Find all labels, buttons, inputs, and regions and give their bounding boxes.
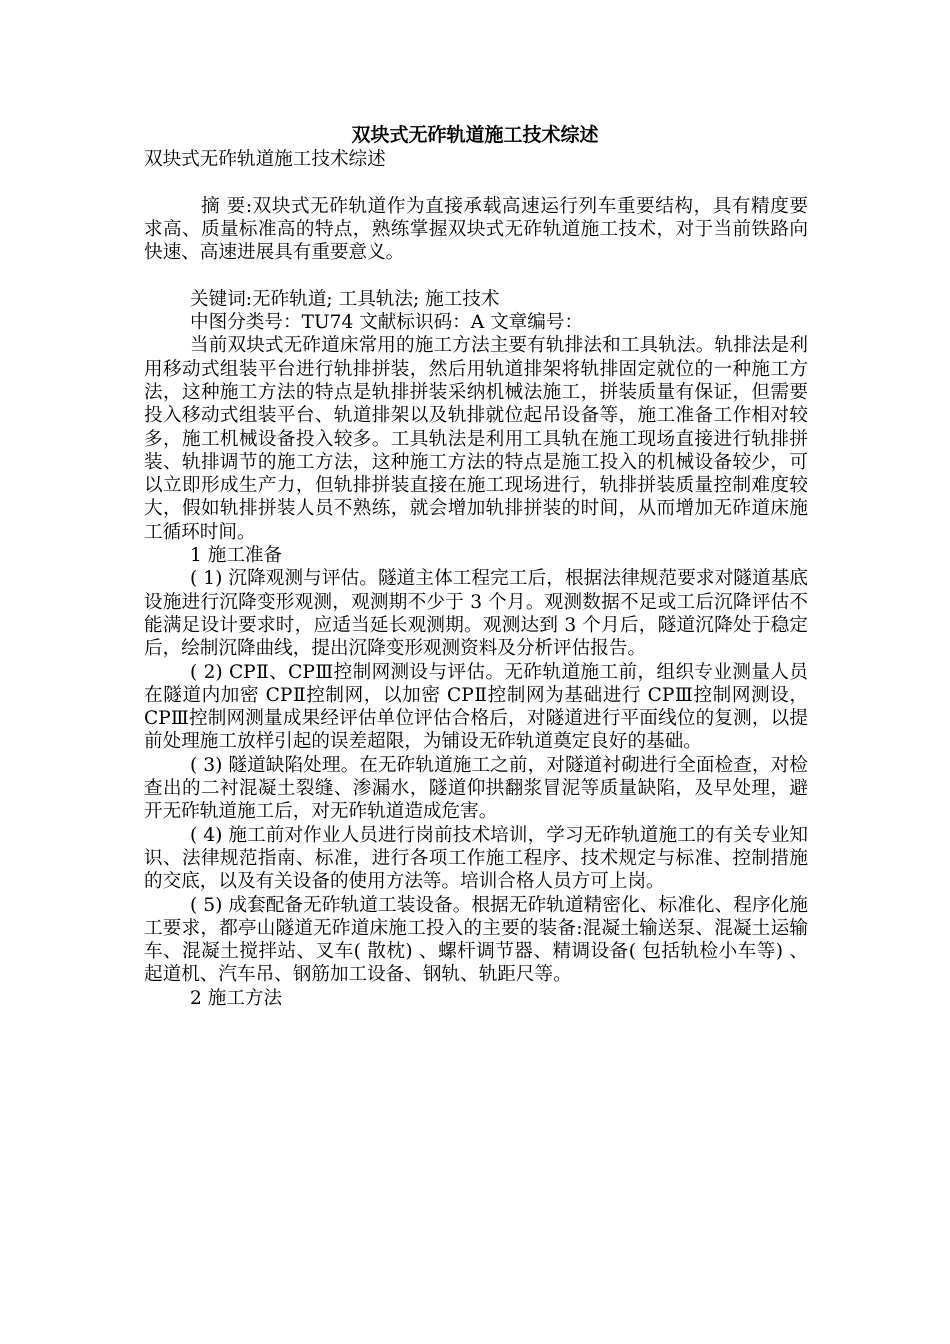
document-body [144, 148, 808, 1010]
list-item-2: ( 2) CPⅡ、CPⅢ控制网测设与评估。无砟轨道施工前，组织专业测量人员在隧道内加密 CPⅡ控制网，以加密 CPⅡ控制网为基础进行 CPⅢ控制网测设，CPⅢ控制网测量成果经评估单位评估合格后，对隧道进行平面线位的复测，以提前处理施工放样引起的误差超限，为铺设无砟轨道奠定良好的基础。 [144, 661, 808, 753]
blank-line [144, 264, 808, 287]
list-item-3: ( 3) 隧道缺陷处理。在无砟轨道施工之前，对隧道衬砌进行全面检查，对检查出的二衬混凝土裂缝、渗漏水，隧道仰拱翻浆冒泥等质量缺陷，及早处理，避开无砟轨道施工后，对无砟轨道造成危害。 [144, 754, 808, 823]
list-item-4: ( 4) 施工前对作业人员进行岗前技术培训，学习无砟轨道施工的有关专业知识、法律规范指南、标准，进行各项工作施工程序、技术规定与标准、控制措施的交底，以及有关设备的使用方法等。培训合格人员方可上岗。 [144, 824, 808, 893]
section-heading-1: 1 施工准备 [190, 545, 283, 567]
blank-line [144, 171, 808, 194]
keywords-line: 关键词:无砟轨道; 工具轨法; 施工技术 [190, 288, 500, 310]
classification-line: 中图分类号：TU74 文献标识码：A 文章编号： [190, 312, 584, 334]
document-title: 双块式无砟轨道施工技术综述 [351, 124, 599, 146]
list-item-5: ( 5) 成套配备无砟轨道工装设备。根据无砟轨道精密化、标准化、程序化施工要求，都亭山隧道无砟道床施工投入的主要的装备:混凝土输送泵、混凝土运输车、混凝土搅拌站、叉车( 散枕) 、螺杆调节器、精调设备( 包括轨检小车等) 、起道机、汽车吊、钢筋加工设备、钢轨、轨距尺等。 [144, 894, 808, 986]
section-heading-2: 2 施工方法 [190, 987, 283, 1009]
abstract-paragraph: 摘 要:双块式无砟轨道作为直接承载高速运行列车重要结构，具有精度要求高、质量标准高的特点，熟练掌握双块式无砟轨道施工技术，对于当前铁路向快速、高速进展具有重要意义。 [144, 195, 808, 264]
document-subtitle: 双块式无砟轨道施工技术综述 [144, 149, 386, 170]
list-item-1: ( 1) 沉降观测与评估。隧道主体工程完工后，根据法律规范要求对隧道基底设施进行沉降变形观测，观测期不少于 3 个月。观测数据不足或工后沉降评估不能满足设计要求时，应适当延长观测期。观测达到 3 个月后，隧道沉降处于稳定后，绘制沉降曲线，提出沉降变形观测资料及分析评估报告。 [144, 568, 808, 660]
intro-paragraph: 当前双块式无砟道床常用的施工方法主要有轨排法和工具轨法。轨排法是利用移动式组装平台进行轨排拼装，然后用轨道排架将轨排固定就位的一种施工方法，这种施工方法的特点是轨排拼装采纳机械法施工，拼装质量有保证，但需要投入移动式组装平台、轨道排架以及轨排就位起吊设备等，施工准备工作相对较多，施工机械设备投入较多。工具轨法是利用工具轨在施工现场直接进行轨排拼装、轨排调节的施工方法，这种施工方法的特点是施工投入的机械设备较少，可以立即形成生产力，但轨排拼装直接在施工现场进行，轨排拼装质量控制难度较大，假如轨排拼装人员不熟练，就会增加轨排拼装的时间，从而增加无砟道床施工循环时间。 [144, 335, 808, 543]
